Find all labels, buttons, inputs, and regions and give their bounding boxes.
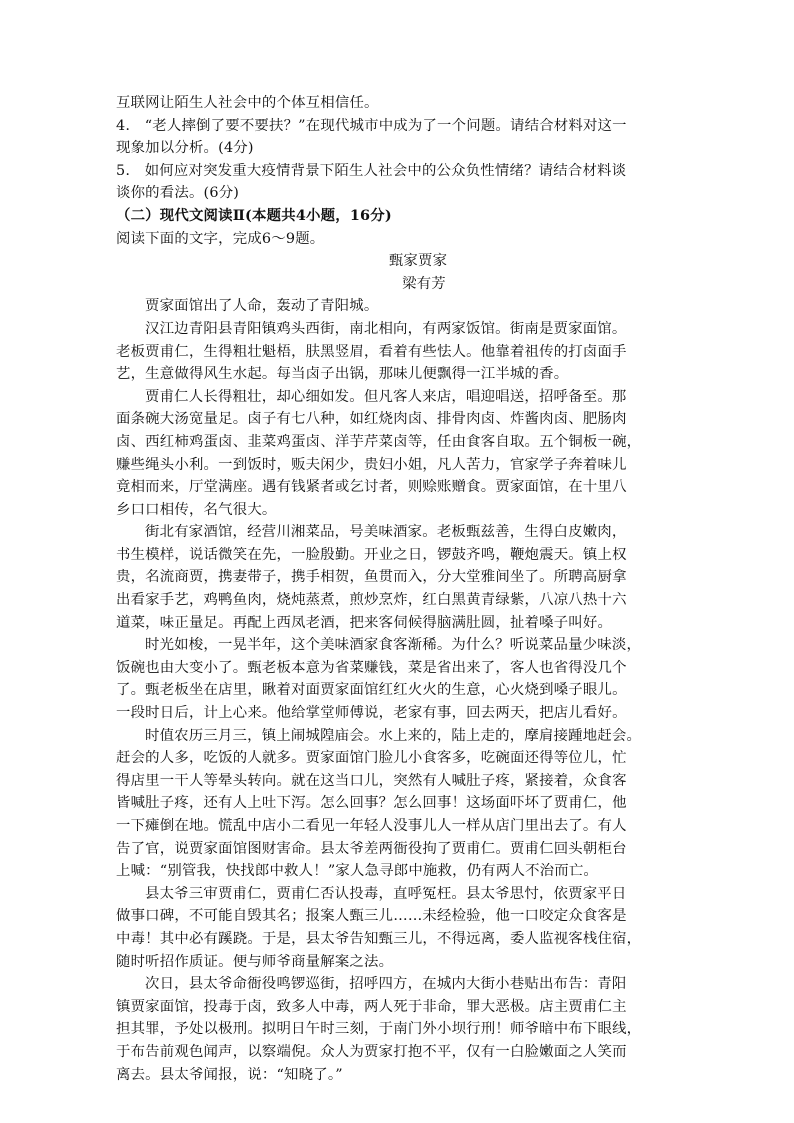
story-line: 出看家手艺，鸡鸭鱼肉，烧炖蒸煮，煎炒烹炸，红白黑黄青绿紫，八凉八热十六 [116,592,627,609]
story-line: 道菜，味正量足。再配上西凤老酒，把来客伺候得脑满肚圆，扯着嗓子叫好。 [116,614,613,631]
story-line: 次日，县太爷命衙役鸣锣巡街，招呼四方，在城内大街小巷贴出布告：青阳 [145,976,627,993]
question-4-line-1: 4. “老人摔倒了要不要扶？”在现代城市中成为了一个问题。请结合材料对这一 [116,117,627,134]
story-line: 艺，生意做得风生水起。每当卤子出锅，那味儿便飘得一江半城的香。 [116,366,569,383]
question-5-line-1: 5. 如何应对突发重大疫情背景下陌生人社会中的公众负性情绪？请结合材料谈 [116,162,627,179]
story-line: 上喊：“别管我，快找郎中救人！”家人急寻郎中施救，仍有两人不治而亡。 [116,863,599,880]
story-line: 贵，名流商贾，携妻带子，携手相贺，鱼贯而入，分大堂雅间坐了。所聘高厨拿 [116,569,627,586]
story-paragraph [116,883,684,973]
story-line: 做事口碑，不可能自毁其名；报案人甄三儿……未经检验，他一口咬定众食客是 [116,908,627,925]
story-author: 梁有芳 [402,275,446,292]
story-paragraph [116,725,684,883]
story-line: 卤、西红柿鸡蛋卤、韭菜鸡蛋卤、洋芋芹菜卤等，任由食客自取。五个铜板一碗， [116,433,642,450]
section-heading: （二）现代文阅读Ⅱ(本题共4小题，16分) [116,206,392,224]
story-line: 一下瘫倒在地。慌乱中店小二看见一年轻人没事儿人一样从店门里出去了。有人 [116,818,627,834]
story-line: 面条碗大汤宽量足。卤子有七八种，如红烧肉卤、排骨肉卤、炸酱肉卤、肥肠肉 [116,411,627,428]
story-paragraph [116,634,684,724]
story-line: 时值农历三月三，镇上闹城隍庙会。水上来的，陆上走的，摩肩接踵地赶会。 [145,727,642,744]
question-3-tail: 互联网让陌生人社会中的个体互相信任。 [116,95,379,111]
story-line: 街北有家酒馆，经营川湘菜品，号美味酒家。老板甄兹善，生得白皮嫩肉， [145,524,627,541]
story-line: 了。甄老板坐在店里，瞅着对面贾家面馆红红火火的生意，心火烧到嗓子眼儿。 [116,682,627,699]
story-paragraph [116,295,684,318]
story-line: 老板贾甫仁，生得粗壮魁梧，肤黑竖眉，看着有些怯人。他靠着祖传的打卤面手 [116,343,627,360]
story-paragraph [116,318,684,386]
story-line: 县太爷三审贾甫仁，贾甫仁否认投毒，直呼冤枉。县太爷思忖，依贾家平日 [145,885,627,902]
story-line: 镇贾家面馆，投毒于卤，致多人中毒，两人死于非命，罪大恶极。店主贾甫仁主 [116,998,627,1015]
section-instruction: 阅读下面的文字，完成6～9题。 [116,230,325,247]
story-body [116,295,684,1086]
story-line: 乡口口相传，名气很大。 [116,501,277,518]
story-line: 于布告前观色闻声，以察端倪。众人为贾家打抱不平，仅有一白脸嫩面之人笑而 [116,1043,627,1060]
question-4-line-2: 现象加以分析。(4分) [116,140,254,157]
story-line: 赚些绳头小利。一到饭时，贩夫闲少，贵妇小姐，凡人苦力，官家学子奔着味儿 [116,456,627,473]
story-line: 贾家面馆出了人命，轰动了青阳城。 [145,298,379,315]
story-line: 书生模样，说话微笑在先，一脸殷勤。开业之日，锣鼓齐鸣，鞭炮震天。镇上权 [116,546,627,563]
story-line: 饭碗也由大变小了。甄老板本意为省菜赚钱，菜是省出来了，客人也省得没几个 [116,659,627,676]
document-page [116,92,684,1086]
story-line: 离去。县太爷闻报，说：“知晓了。” [116,1066,343,1083]
story-line: 得店里一干人等晕头转向。就在这当口儿，突然有人喊肚子疼，紧接着，众食客 [116,772,627,789]
story-title: 甄家贾家 [388,253,448,270]
story-line: 赶会的人多，吃饭的人就多。贾家面馆门脸儿小食客多，吃碗面还得等位儿，忙 [116,750,627,767]
story-paragraph [116,973,684,1086]
story-line: 时光如梭，一晃半年，这个美味酒家食客渐稀。为什么？听说菜品量少味淡， [145,637,642,654]
story-line: 皆喊肚子疼，还有人上吐下泻。怎么回事？怎么回事！这场面吓坏了贾甫仁，他 [116,795,627,812]
story-line: 担其罪，予处以极刑。拟明日午时三刻，于南门外小坝行刑！师爷暗中布下眼线， [116,1021,642,1038]
story-line: 竟相而来，厅堂满座。遇有钱紧者或乞讨者，则赊账赠食。贾家面馆，在十里八 [116,479,627,496]
story-line: 中毒！其中必有蹊跷。于是，县太爷告知甄三儿，不得远离，委人监视客栈住宿， [116,930,642,947]
story-line: 告了官，说贾家面馆图财害命。县太爷差两衙役拘了贾甫仁。贾甫仁回头朝柜台 [116,840,627,857]
story-line: 随时听招作质证。便与师爷商量解案之法。 [116,953,394,970]
question-5-line-2: 谈你的看法。(6分) [116,185,240,202]
story-line: 汉江边青阳县青阳镇鸡头西街，南北相向，有两家饭馆。街南是贾家面馆。 [145,320,627,337]
story-paragraph [116,521,684,634]
story-paragraph [116,386,684,522]
story-line: 一段时日后，计上心来。他给掌堂师傅说，老家有事，回去两天，把店儿看好。 [116,705,627,722]
story-line: 贾甫仁人长得粗壮，却心细如发。但凡客人来店，唱迎唱送，招呼备至。那 [145,388,627,405]
